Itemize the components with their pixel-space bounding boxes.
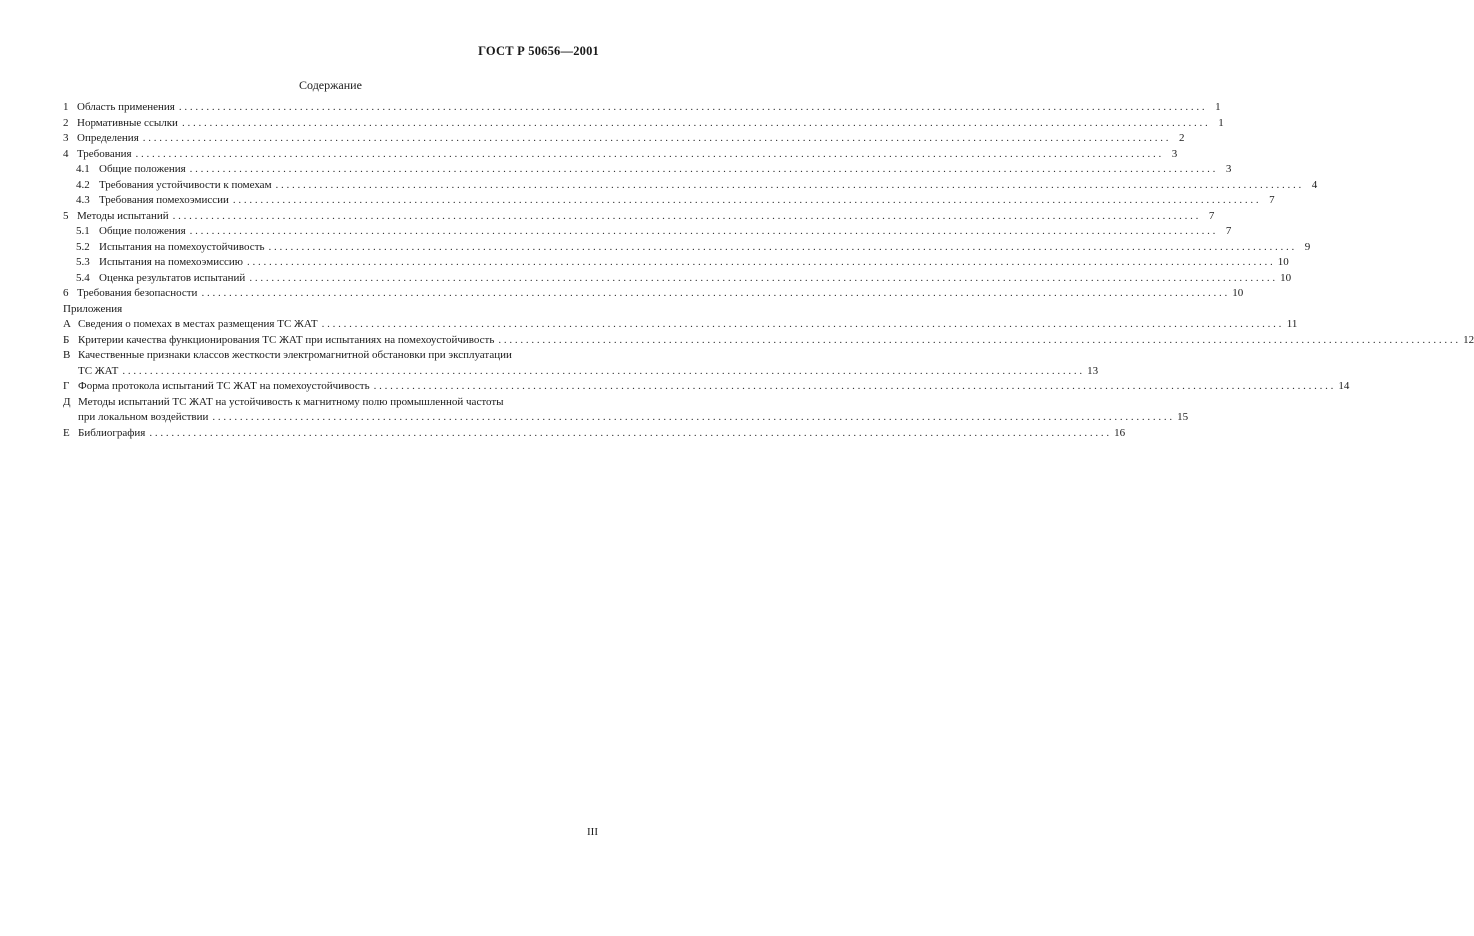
toc-entry-number: 4 — [63, 147, 69, 160]
appendix-letter: Д — [63, 395, 71, 408]
appendix-letter: Б — [63, 333, 70, 346]
page-number: III — [587, 826, 598, 838]
appendix-page: 14 — [1338, 380, 1350, 392]
appendix-entry[interactable] — [63, 348, 1099, 379]
toc-entry[interactable] — [63, 116, 1224, 132]
appendix-letter: В — [63, 349, 71, 361]
leader-dots — [233, 193, 1259, 209]
toc-entry-title: Оценка результатов испытаний — [99, 271, 246, 284]
leader-dots — [247, 255, 1273, 271]
appendices-label: Приложения — [63, 302, 123, 315]
leader-dots — [173, 209, 1199, 225]
leader-dots — [249, 271, 1275, 287]
toc-entry-title: Испытания на помехоустойчивость — [99, 240, 265, 253]
toc-entry[interactable] — [63, 193, 1275, 209]
toc-entry-page: 7 — [1225, 225, 1232, 237]
toc-entry-page: 2 — [1179, 132, 1185, 144]
toc-entry-page: 1 — [1215, 101, 1221, 113]
toc-entry-number: 5.3 — [76, 256, 90, 268]
toc-entry-number: 3 — [63, 132, 69, 144]
leader-dots — [182, 116, 1208, 132]
leader-dots — [374, 379, 1334, 395]
toc-entry[interactable] — [63, 100, 1221, 116]
toc-sections — [63, 100, 1318, 302]
toc-entry-title: Испытания на помехоэмиссию — [99, 256, 243, 268]
toc-entry-number: 4.3 — [76, 194, 90, 206]
leader-dots — [149, 426, 1109, 442]
toc-appendices — [63, 317, 1474, 441]
toc-entry[interactable] — [63, 255, 1289, 271]
appendix-letter: Е — [63, 426, 70, 439]
toc-entry-number: 2 — [63, 116, 69, 129]
toc-entry-title: Требования безопасности — [77, 287, 198, 299]
toc-entry-page: 10 — [1277, 256, 1289, 268]
toc-entry-title: Общие положения — [99, 163, 186, 175]
toc-entry-number: 4.1 — [76, 163, 90, 175]
toc-entry[interactable] — [63, 209, 1215, 225]
appendix-letter: Г — [63, 380, 70, 392]
toc-entry-number: 1 — [63, 101, 69, 113]
appendix-title-line: ТС ЖАТ — [78, 364, 119, 377]
table-of-contents — [63, 100, 1474, 441]
appendix-entry[interactable] — [63, 317, 1298, 333]
toc-entry[interactable] — [63, 147, 1178, 163]
toc-entry-title: Определения — [77, 132, 139, 144]
toc-entry[interactable] — [63, 178, 1318, 194]
toc-entry[interactable] — [63, 271, 1292, 287]
document-number: ГОСТ Р 50656—2001 — [478, 44, 599, 58]
leader-dots — [136, 147, 1162, 163]
toc-entry-page: 7 — [1208, 209, 1215, 222]
appendix-entry[interactable] — [63, 426, 1126, 442]
appendix-letter: А — [63, 318, 71, 330]
toc-entry-page: 10 — [1232, 287, 1244, 299]
toc-title: Содержание — [299, 78, 362, 92]
appendix-page: 11 — [1286, 318, 1298, 330]
leader-dots — [190, 162, 1216, 178]
appendix-page: 16 — [1114, 426, 1126, 439]
appendix-page: 15 — [1177, 411, 1189, 423]
toc-entry-number: 5.2 — [76, 240, 90, 253]
toc-entry-number: 5.4 — [76, 271, 90, 284]
toc-entry-title: Требования — [77, 147, 132, 160]
toc-entry-title: Область применения — [77, 101, 175, 113]
leader-dots — [122, 364, 1082, 380]
appendix-title-line: Сведения о помехах в местах размещения ТС ЖАТ — [78, 318, 318, 330]
appendix-title-line: Методы испытаний ТС ЖАТ на устойчивость к магнитному полю промышленной частоты — [78, 395, 504, 408]
leader-dots — [498, 333, 1458, 349]
leader-dots — [179, 100, 1205, 116]
appendix-page: 13 — [1087, 364, 1099, 377]
appendix-title-line: Критерии качества функционирования ТС ЖАТ при испытаниях на помехоустойчивость — [78, 333, 495, 346]
toc-entry-title: Общие положения — [99, 225, 186, 237]
leader-dots — [322, 317, 1282, 333]
toc-entry-title: Требования устойчивости к помехам — [99, 178, 272, 191]
leader-dots — [212, 410, 1172, 426]
toc-entry-number: 4.2 — [76, 178, 90, 191]
appendix-title-line: при локальном воздействии — [78, 411, 209, 423]
toc-entry-number: 5 — [63, 209, 69, 222]
toc-entry-page: 7 — [1269, 194, 1275, 206]
appendix-title-line: Библиография — [78, 426, 146, 439]
leader-dots — [269, 240, 1295, 256]
toc-entry-number: 5.1 — [76, 225, 90, 237]
appendix-title-line: Форма протокола испытаний ТС ЖАТ на помехоустойчивость — [78, 380, 370, 392]
toc-entry-page: 1 — [1218, 116, 1224, 129]
leader-dots — [190, 224, 1216, 240]
toc-entry-title: Методы испытаний — [77, 209, 169, 222]
toc-entry-title: Нормативные ссылки — [77, 116, 178, 129]
toc-entry[interactable] — [63, 131, 1185, 147]
toc-entry-page: 3 — [1225, 163, 1232, 175]
toc-entry-title: Требования помехоэмиссии — [99, 194, 229, 206]
leader-dots — [201, 286, 1227, 302]
toc-entry[interactable] — [63, 162, 1232, 178]
toc-entry-number: 6 — [63, 287, 69, 299]
leader-dots — [276, 178, 1302, 194]
toc-entry[interactable] — [63, 286, 1244, 302]
leader-dots — [143, 131, 1169, 147]
appendix-entry[interactable] — [63, 395, 1189, 426]
toc-entry[interactable] — [63, 224, 1232, 240]
toc-entry[interactable] — [63, 240, 1311, 256]
toc-entry-page: 3 — [1171, 147, 1178, 160]
appendix-entry[interactable] — [63, 379, 1350, 395]
toc-entry-page: 4 — [1311, 178, 1318, 191]
appendix-entry[interactable] — [63, 333, 1474, 349]
toc-entry-page: 10 — [1280, 271, 1292, 284]
appendix-title-line: Качественные признаки классов жесткости электромагнитной обстановки при эксплуатации — [78, 349, 512, 361]
toc-entry-page: 9 — [1304, 240, 1311, 253]
appendix-page: 12 — [1463, 333, 1474, 346]
